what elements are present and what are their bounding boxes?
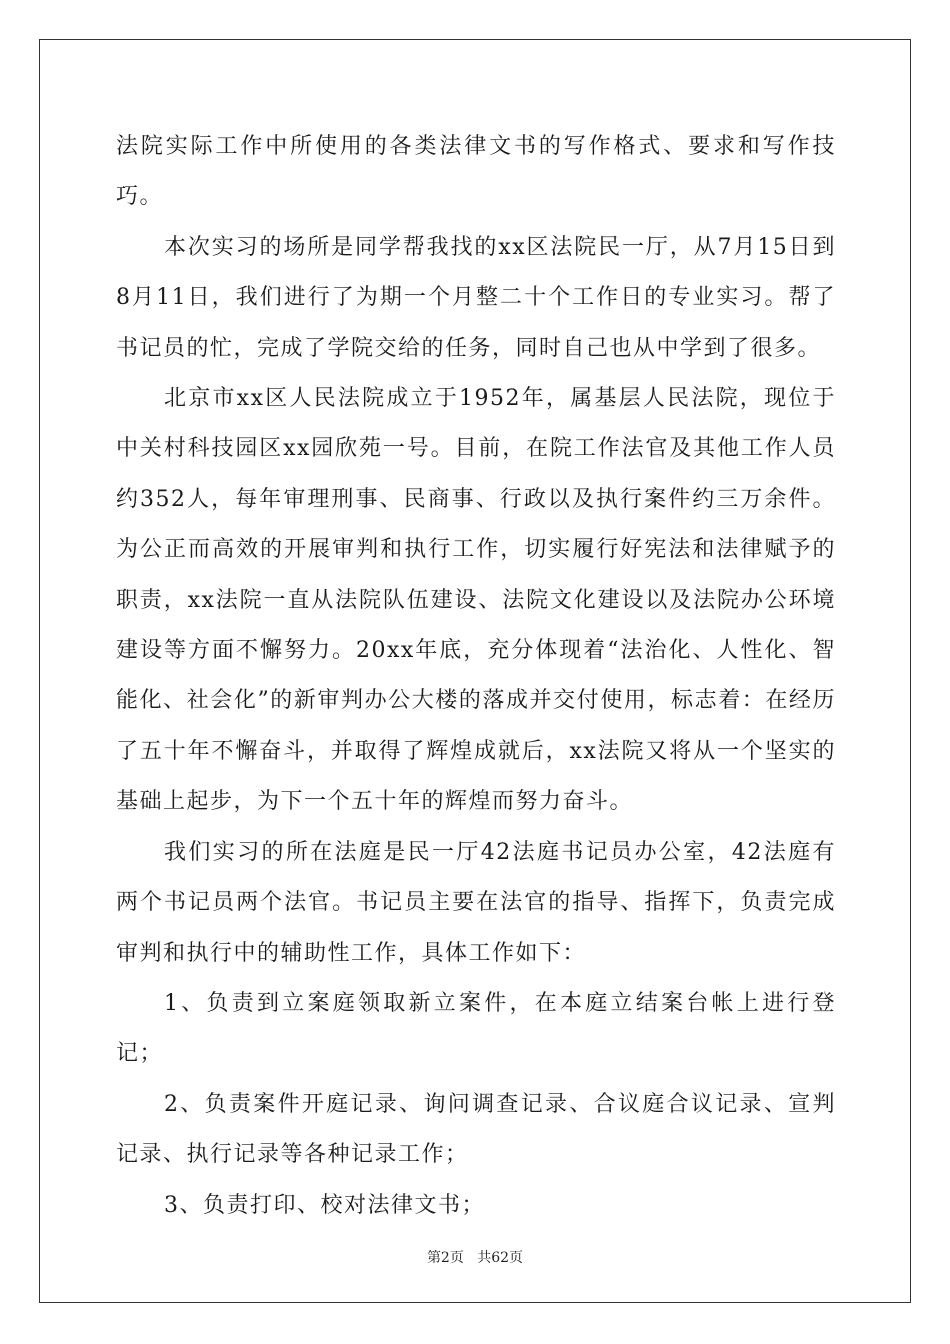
paragraph-4: 我们实习的所在法庭是民一厅42法庭书记员办公室，42法庭有两个书记员两个法官。书记员主要在法官的指导、指挥下，负责完成审判和执行中的辅助性工作，具体工作如下： bbox=[116, 839, 836, 966]
page-total: 共62页 bbox=[477, 1250, 524, 1266]
page-number: 第2页 bbox=[426, 1250, 464, 1266]
page-footer bbox=[0, 1247, 950, 1267]
paragraph-3: 北京市xx区人民法院成立于1952年，属基层人民法院，现位于中关村科技园区xx园欣苑一号。目前，在院工作法官及其他工作人员约352人，每年审理刑事、民商事、行政以及执行案件约三万余件。为公正而高效的开展审判和执行工作，切实履行好宪法和法律赋予的职责，xx法院一直从法院队伍建设、法院文化建设以及法院办公环境建设等方面不懈努力。20xx年底，充分体现着“法治化、人性化、智能化、社会化”的新审判办公大楼的落成并交付使用，标志着：在经历了五十年不懈奋斗，并取得了辉煌成就后，xx法院又将从一个坚实的基础上起步，为下一个五十年的辉煌而努力奋斗。 bbox=[116, 386, 836, 815]
document-body bbox=[116, 122, 836, 1231]
paragraph-2: 本次实习的场所是同学帮我找的xx区法院民一厅，从7月15日到8月11日，我们进行了为期一个月整二十个工作日的专业实习。帮了书记员的忙，完成了学院交给的任务，同时自己也从中学到了很多。 bbox=[116, 234, 836, 361]
list-item-1: 1、负责到立案庭领取新立案件，在本庭立结案台帐上进行登记； bbox=[116, 990, 836, 1067]
list-item-2: 2、负责案件开庭记录、询问调查记录、合议庭合议记录、宣判记录、执行记录等各种记录工作； bbox=[116, 1091, 836, 1168]
list-item-3: 3、负责打印、校对法律文书； bbox=[164, 1192, 485, 1218]
paragraph-1: 法院实际工作中所使用的各类法律文书的写作格式、要求和写作技巧。 bbox=[116, 134, 836, 210]
